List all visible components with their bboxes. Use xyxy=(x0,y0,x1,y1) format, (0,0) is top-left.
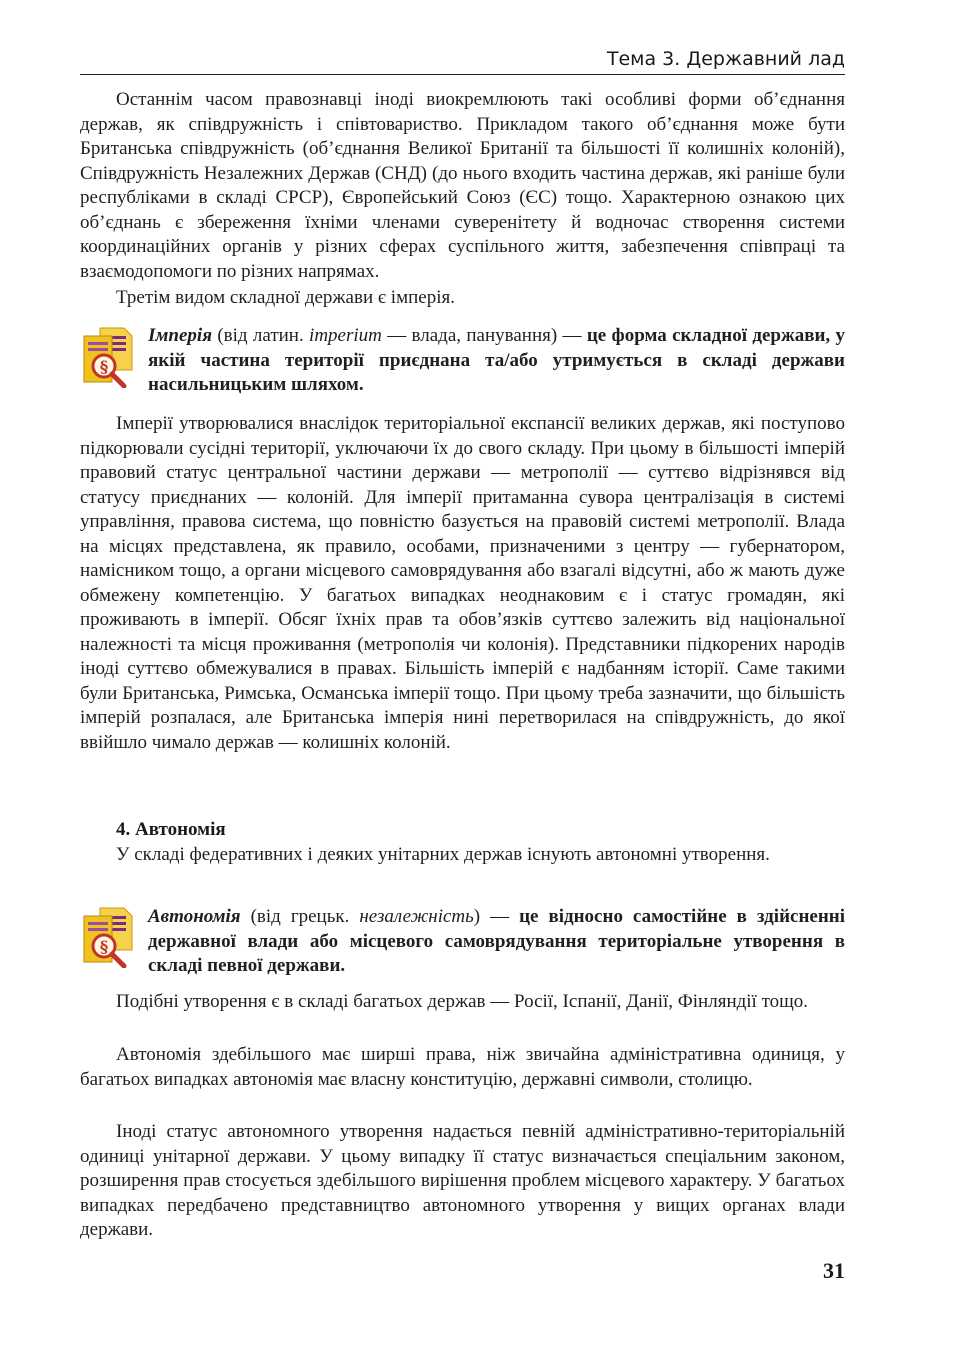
section-title: 4. Автономія xyxy=(116,819,226,840)
page-number: 31 xyxy=(823,1258,845,1283)
svg-text:§: § xyxy=(99,357,109,376)
paragraph-empire-intro: Третім видом складної держави є імперія. xyxy=(116,287,455,308)
law-book-icon xyxy=(80,906,136,968)
term-empire: Імперія xyxy=(148,325,212,346)
definition-autonomy: Автономія (від грецьк. незалежність) — це відносно самостійне в здійсненні державної влади або місцевого самоврядування територіальне утворення в складі певної держави. xyxy=(148,906,846,976)
origin-word: незалежність xyxy=(359,906,474,927)
paragraph-unions: Останнім часом правознавці іноді виокремлюють такі особливі форми об’єднання держав, як співдружність і співтовариство. Прикладом такого об’єднання може бути Британська співдружність (об’єднання Великої Британії та більшості її колишніх колоній), Співдружність Незалежних Держав (СНД) (до нього входить частина держав, які раніше були республіками в складі СРСР), Європейський Союз (ЄС) тощо. Характерною ознакою цих об’єднань є збереження їхніми членами суверенітету й водночас створення системи координаційних органів у різних сферах суспільного життя, забезпечення співпраці та взаємодопомоги по різних напрямах. xyxy=(80,89,845,282)
paragraph-autonomy-rights: Автономія здебільшого має ширші права, ніж звичайна адміністративна одиниця, у багатьох випадках автономія має власну конституцію, державні символи, столицю. xyxy=(80,1044,845,1090)
paragraph-empire-details: Імперії утворювалися внаслідок територіальної експансії великих держав, які поступово підкорювали сусідні території, уключаючи їх до свого складу. При цьому в більшості імперій правовий статус центральної частини держави — метрополії — суттєво відрізнявся від статусу приєднаних — колоній. Для імперії притаманна сувора централізація в системі управління, правова система, що повністю базується на правовій системі метрополії. Влада на місцях представлена, як правило, особами, призначеними з центру — губернатором, намісником тощо, а органи місцевого самоврядування або взагалі відсутні, або ж мають дуже обмежену компетенцію. У багатьох випадках неоднаковим є і статус громадян, які проживають в імперії. Обсяг їхніх прав та обов’язків суттєво залежить від національної належності та місця проживання (метрополія чи колонія). Представники підкорених народів іноді суттєво обмежувалися в правах. Більшість імперій є надбанням історії. Саме такими були Британська, Римська, Османська імперії тощо. При цьому треба зазначити, що більшість імперій розпалася, але Британська імперія нині перетворилася на співдружність, до якої ввійшло чимало держав — колишніх колоній. xyxy=(80,413,845,753)
paragraph-autonomy-intro: У складі федеративних і деяких унітарних держав існують автономні утворення. xyxy=(116,844,770,865)
svg-text:§: § xyxy=(99,937,109,956)
section-heading-autonomy xyxy=(80,818,845,842)
paragraph-autonomy-status: Іноді статус автономного утворення надається певній адміністративно-територіальній одиниці унітарної держави. У цьому випадку її статус визначається спеціальним законом, розширення прав стосується здебільшого вирішення проблем місцевого характеру. У багатьох випадках передбачено представництво автономного утворення у вищих органах влади держави. xyxy=(80,1121,845,1240)
law-book-icon xyxy=(80,326,136,388)
origin-word: imperium xyxy=(309,325,382,346)
definition-empire: Імперія (від латин. imperium — влада, панування) — це форма складної держави, у якій частина території приєднана та/або утримується в складі держави насильницьким шляхом. xyxy=(148,325,846,395)
term-autonomy: Автономія xyxy=(148,906,241,927)
definition-text: це форма складної держави, у якій частина території приєднана та/або утримується в складі держави насильницьким шляхом. xyxy=(148,325,846,395)
definition-text: це відносно самостійне в здійсненні державної влади або місцевого самоврядування територіальне утворення в складі певної держави. xyxy=(148,906,846,976)
running-title: Тема 3. Державний лад xyxy=(80,48,845,75)
paragraph-autonomy-examples: Подібні утворення є в складі багатьох держав — Росії, Іспанії, Данії, Фінляндії тощо. xyxy=(116,991,809,1012)
